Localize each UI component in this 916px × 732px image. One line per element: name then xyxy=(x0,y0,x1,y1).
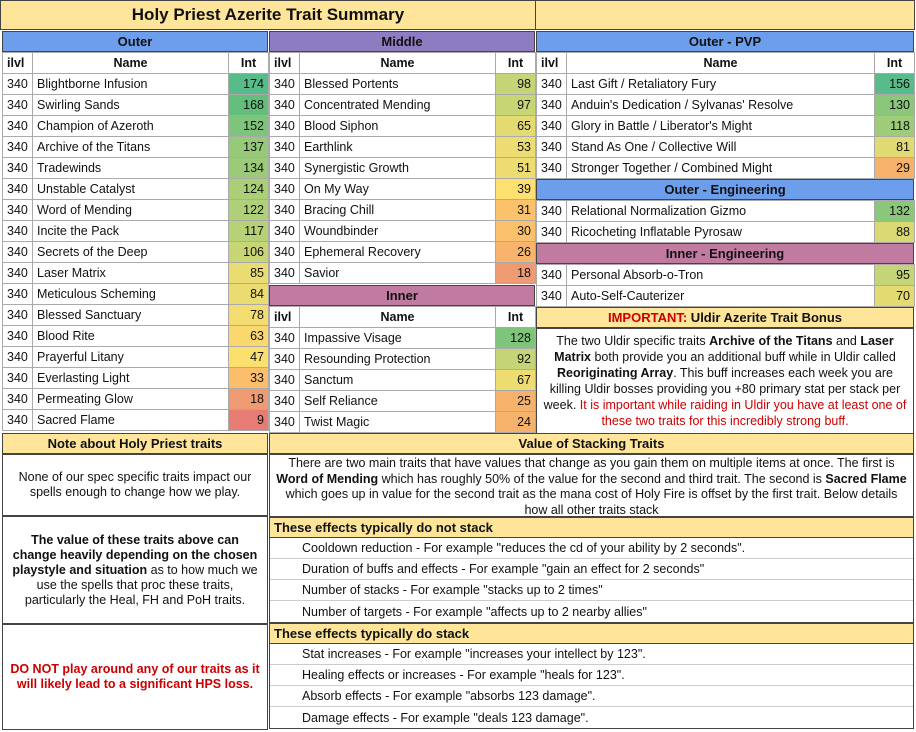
ilvl-cell: 340 xyxy=(3,284,33,305)
ilvl-cell: 340 xyxy=(3,389,33,410)
ilvl-cell: 340 xyxy=(270,242,300,263)
int-value-cell: 118 xyxy=(875,116,915,137)
stacking-sacred-flame: Sacred Flame xyxy=(825,471,907,486)
int-value-cell: 128 xyxy=(496,328,536,349)
int-value-cell: 81 xyxy=(875,137,915,158)
int-value-cell: 95 xyxy=(875,265,915,286)
ilvl-cell: 340 xyxy=(537,201,567,222)
trait-name-cell: Sanctum xyxy=(300,370,496,391)
stacking-intro xyxy=(269,454,914,517)
table-row xyxy=(270,412,536,433)
trait-name-cell: Sacred Flame xyxy=(33,410,229,431)
trait-name-cell: Blessed Portents xyxy=(300,74,496,95)
table-row xyxy=(3,200,269,221)
inner-table xyxy=(269,306,536,433)
table-row xyxy=(270,158,536,179)
list-item: Number of stacks - For example "stacks up to 2 times" xyxy=(270,580,913,601)
ilvl-cell: 340 xyxy=(270,263,300,284)
uldir-warning: It is important while raiding in Uldir you have at least one of these two traits for this incredibly strong buff. xyxy=(579,398,907,428)
int-value-cell: 33 xyxy=(229,368,269,389)
int-value-cell: 67 xyxy=(496,370,536,391)
ilvl-cell: 340 xyxy=(3,200,33,221)
int-value-cell: 30 xyxy=(496,221,536,242)
table-row xyxy=(270,349,536,370)
no-stack-header xyxy=(269,517,914,538)
ilvl-cell: 340 xyxy=(3,326,33,347)
trait-name-cell: Meticulous Scheming xyxy=(33,284,229,305)
inner-eng-header xyxy=(536,243,914,264)
trait-name-cell: Champion of Azeroth xyxy=(33,116,229,137)
list-item: Duration of buffs and effects - For example "gain an effect for 2 seconds" xyxy=(270,559,913,580)
trait-name-cell: Archive of the Titans xyxy=(33,137,229,158)
table-row xyxy=(270,95,536,116)
note-header xyxy=(2,433,268,454)
ilvl-cell: 340 xyxy=(3,410,33,431)
table-row xyxy=(3,179,269,200)
ilvl-cell: 340 xyxy=(3,137,33,158)
uldir-header xyxy=(536,307,914,328)
table-row xyxy=(3,410,269,431)
stacking-header xyxy=(269,433,914,454)
ilvl-cell: 340 xyxy=(537,74,567,95)
table-header-row xyxy=(270,307,536,328)
ilvl-cell: 340 xyxy=(537,158,567,179)
note-section xyxy=(2,433,268,730)
outer-table xyxy=(2,52,269,431)
table-row xyxy=(270,391,536,412)
trait-name-cell: Blood Rite xyxy=(33,326,229,347)
int-value-cell: 168 xyxy=(229,95,269,116)
list-item: Healing effects or increases - For example "heals for 123". xyxy=(270,665,913,686)
middle-header-text: Middle xyxy=(381,34,423,49)
trait-name-cell: Earthlink xyxy=(300,137,496,158)
table-row xyxy=(3,137,269,158)
table-header-row xyxy=(537,53,915,74)
ilvl-cell: 340 xyxy=(270,328,300,349)
int-value-cell: 174 xyxy=(229,74,269,95)
table-row xyxy=(270,370,536,391)
int-value-cell: 98 xyxy=(496,74,536,95)
note-p1-text: None of our spec specific traits impact our spells enough to change how we play. xyxy=(18,470,252,499)
stack-header xyxy=(269,623,914,644)
ilvl-cell: 340 xyxy=(537,116,567,137)
ilvl-cell: 340 xyxy=(3,95,33,116)
title-bar-filler xyxy=(535,0,915,30)
name-header: Name xyxy=(33,53,229,74)
trait-name-cell: Swirling Sands xyxy=(33,95,229,116)
table-row xyxy=(270,221,536,242)
table-row xyxy=(537,137,915,158)
int-value-cell: 18 xyxy=(229,389,269,410)
table-row xyxy=(270,242,536,263)
stacking-section xyxy=(269,433,914,729)
int-value-cell: 24 xyxy=(496,412,536,433)
table-row xyxy=(3,95,269,116)
trait-name-cell: Concentrated Mending xyxy=(300,95,496,116)
stack-header-text: These effects typically do stack xyxy=(274,626,470,641)
uldir-p1: The two Uldir specific traits xyxy=(556,334,710,348)
int-header: Int xyxy=(496,307,536,328)
trait-name-cell: Blood Siphon xyxy=(300,116,496,137)
int-value-cell: 78 xyxy=(229,305,269,326)
trait-name-cell: Word of Mending xyxy=(33,200,229,221)
trait-name-cell: Ephemeral Recovery xyxy=(300,242,496,263)
inner-eng-header-text: Inner - Engineering xyxy=(665,246,785,261)
table-row xyxy=(3,368,269,389)
trait-name-cell: Blightborne Infusion xyxy=(33,74,229,95)
trait-name-cell: Stand As One / Collective Will xyxy=(567,137,875,158)
note-p2-rest: as to how much we use the spells that proc these traits, particularly the Heal, FH and PoH traits. xyxy=(24,562,258,607)
uldir-archive: Archive of the Titans xyxy=(709,334,833,348)
int-header: Int xyxy=(229,53,269,74)
outer-pvp-header xyxy=(536,31,914,52)
ilvl-cell: 340 xyxy=(3,347,33,368)
trait-name-cell: On My Way xyxy=(300,179,496,200)
ilvl-cell: 340 xyxy=(537,137,567,158)
trait-name-cell: Last Gift / Retaliatory Fury xyxy=(567,74,875,95)
note-p2-bold: The value of these traits above can change heavily depending on the chosen playstyle and situation xyxy=(12,532,258,577)
ilvl-cell: 340 xyxy=(270,137,300,158)
stacking-i3: which goes up in value for the second trait as the mana cost of Holy Fire is offset by the first trait. Below details how all other traits stack xyxy=(285,487,898,517)
outer-pvp-header-text: Outer - PVP xyxy=(688,34,762,49)
ilvl-cell: 340 xyxy=(270,370,300,391)
note-header-text: Note about Holy Priest traits xyxy=(47,436,223,451)
outer-header-text: Outer xyxy=(117,34,153,49)
table-row xyxy=(3,263,269,284)
ilvl-cell: 340 xyxy=(270,412,300,433)
uldir-p3: both provide you an additional buff while in Uldir called xyxy=(591,350,896,364)
ilvl-cell: 340 xyxy=(270,349,300,370)
int-value-cell: 65 xyxy=(496,116,536,137)
int-value-cell: 51 xyxy=(496,158,536,179)
uldir-text xyxy=(536,328,914,434)
ilvl-cell: 340 xyxy=(3,158,33,179)
ilvl-cell: 340 xyxy=(270,95,300,116)
list-item: Cooldown reduction - For example "reduces the cd of your ability by 2 seconds". xyxy=(270,538,913,559)
ilvl-cell: 340 xyxy=(3,305,33,326)
int-value-cell: 156 xyxy=(875,74,915,95)
note-p3 xyxy=(2,624,268,730)
int-value-cell: 132 xyxy=(875,201,915,222)
ilvl-cell: 340 xyxy=(270,158,300,179)
table-row xyxy=(3,242,269,263)
int-value-cell: 9 xyxy=(229,410,269,431)
int-value-cell: 85 xyxy=(229,263,269,284)
no-stack-header-text: These effects typically do not stack xyxy=(274,520,493,535)
uldir-header-text: Uldir Azerite Trait Bonus xyxy=(687,310,843,325)
table-row xyxy=(3,74,269,95)
int-value-cell: 26 xyxy=(496,242,536,263)
name-header: Name xyxy=(567,53,875,74)
table-row xyxy=(270,116,536,137)
table-row xyxy=(3,221,269,242)
int-value-cell: 130 xyxy=(875,95,915,116)
ilvl-cell: 340 xyxy=(3,242,33,263)
int-value-cell: 70 xyxy=(875,286,915,307)
ilvl-cell: 340 xyxy=(3,221,33,242)
ilvl-header: ilvl xyxy=(3,53,33,74)
note-p3-text: DO NOT play around any of our traits as it will likely lead to a significant HPS loss. xyxy=(10,662,260,691)
uldir-laser: Laser Matrix xyxy=(554,334,894,364)
stacking-header-text: Value of Stacking Traits xyxy=(518,436,665,451)
table-row xyxy=(3,326,269,347)
ilvl-cell: 340 xyxy=(270,221,300,242)
trait-name-cell: Bracing Chill xyxy=(300,200,496,221)
int-value-cell: 63 xyxy=(229,326,269,347)
int-value-cell: 53 xyxy=(496,137,536,158)
int-value-cell: 29 xyxy=(875,158,915,179)
table-row xyxy=(3,284,269,305)
ilvl-cell: 340 xyxy=(270,391,300,412)
middle-table xyxy=(269,52,536,284)
trait-name-cell: Secrets of the Deep xyxy=(33,242,229,263)
int-value-cell: 122 xyxy=(229,200,269,221)
int-value-cell: 18 xyxy=(496,263,536,284)
trait-name-cell: Resounding Protection xyxy=(300,349,496,370)
stack-list xyxy=(269,644,914,729)
ilvl-cell: 340 xyxy=(537,286,567,307)
uldir-array: Reoriginating Array xyxy=(556,366,674,380)
table-header-row xyxy=(270,53,536,74)
table-row xyxy=(3,389,269,410)
table-header-row xyxy=(3,53,269,74)
int-value-cell: 117 xyxy=(229,221,269,242)
trait-name-cell: Permeating Glow xyxy=(33,389,229,410)
trait-name-cell: Blessed Sanctuary xyxy=(33,305,229,326)
trait-name-cell: Everlasting Light xyxy=(33,368,229,389)
list-item: Absorb effects - For example "absorbs 123 damage". xyxy=(270,686,913,707)
page-title-text: Holy Priest Azerite Trait Summary xyxy=(131,5,405,24)
table-row xyxy=(3,347,269,368)
trait-name-cell: Tradewinds xyxy=(33,158,229,179)
trait-name-cell: Savior xyxy=(300,263,496,284)
int-value-cell: 152 xyxy=(229,116,269,137)
trait-name-cell: Synergistic Growth xyxy=(300,158,496,179)
stacking-i1: There are two main traits that have values that change as you gain them on multiple items at once. The first is xyxy=(288,456,895,470)
trait-name-cell: Twist Magic xyxy=(300,412,496,433)
table-row xyxy=(270,200,536,221)
int-value-cell: 88 xyxy=(875,222,915,243)
list-item: Number of targets - For example "affects up to 2 nearby allies" xyxy=(302,604,647,619)
int-header: Int xyxy=(496,53,536,74)
ilvl-cell: 340 xyxy=(3,116,33,137)
int-value-cell: 47 xyxy=(229,347,269,368)
uldir-p2: and xyxy=(832,334,861,348)
trait-name-cell: Stronger Together / Combined Might xyxy=(567,158,875,179)
stacking-word-of-mending: Word of Mending xyxy=(276,471,379,486)
table-row xyxy=(3,116,269,137)
int-value-cell: 137 xyxy=(229,137,269,158)
ilvl-cell: 340 xyxy=(3,179,33,200)
right-section xyxy=(536,31,914,434)
inner-header-text: Inner xyxy=(386,288,418,303)
middle-section xyxy=(269,31,535,433)
ilvl-cell: 340 xyxy=(270,200,300,221)
int-value-cell: 106 xyxy=(229,242,269,263)
ilvl-cell: 340 xyxy=(537,95,567,116)
int-value-cell: 25 xyxy=(496,391,536,412)
table-row xyxy=(537,265,915,286)
outer-section xyxy=(2,31,268,431)
stacking-i2: which has roughly 50% of the value for the second and third trait. The second is xyxy=(378,471,826,486)
trait-name-cell: Glory in Battle / Liberator's Might xyxy=(567,116,875,137)
int-value-cell: 39 xyxy=(496,179,536,200)
outer-header xyxy=(2,31,268,52)
ilvl-cell: 340 xyxy=(537,265,567,286)
table-row xyxy=(537,158,915,179)
table-row xyxy=(537,95,915,116)
ilvl-cell: 340 xyxy=(3,368,33,389)
uldir-header-important: IMPORTANT: xyxy=(607,310,688,325)
trait-name-cell: Impassive Visage xyxy=(300,328,496,349)
ilvl-header: ilvl xyxy=(537,53,567,74)
ilvl-header: ilvl xyxy=(270,307,300,328)
int-value-cell: 124 xyxy=(229,179,269,200)
name-header: Name xyxy=(300,53,496,74)
outer-pvp-table xyxy=(536,52,915,179)
trait-name-cell: Unstable Catalyst xyxy=(33,179,229,200)
ilvl-header: ilvl xyxy=(270,53,300,74)
table-row xyxy=(537,286,915,307)
note-p1 xyxy=(2,454,268,516)
trait-name-cell: Incite the Pack xyxy=(33,221,229,242)
name-header: Name xyxy=(300,307,496,328)
outer-eng-header-text: Outer - Engineering xyxy=(664,182,786,197)
table-row xyxy=(537,201,915,222)
table-row xyxy=(270,328,536,349)
table-row xyxy=(537,222,915,243)
ilvl-cell: 340 xyxy=(3,263,33,284)
outer-eng-header xyxy=(536,179,914,200)
table-row xyxy=(3,158,269,179)
list-item: Stat increases - For example "increases your intellect by 123". xyxy=(270,644,913,665)
ilvl-cell: 340 xyxy=(270,116,300,137)
ilvl-cell: 340 xyxy=(270,74,300,95)
note-p2 xyxy=(2,516,268,624)
trait-name-cell: Self Reliance xyxy=(300,391,496,412)
ilvl-cell: 340 xyxy=(270,179,300,200)
int-value-cell: 31 xyxy=(496,200,536,221)
trait-name-cell: Woundbinder xyxy=(300,221,496,242)
trait-name-cell: Anduin's Dedication / Sylvanas' Resolve xyxy=(567,95,875,116)
outer-eng-table xyxy=(536,200,915,243)
int-value-cell: 134 xyxy=(229,158,269,179)
table-row xyxy=(270,263,536,284)
inner-eng-table xyxy=(536,264,915,307)
int-value-cell: 97 xyxy=(496,95,536,116)
trait-name-cell: Relational Normalization Gizmo xyxy=(567,201,875,222)
trait-name-cell: Ricocheting Inflatable Pyrosaw xyxy=(567,222,875,243)
trait-name-cell: Auto-Self-Cauterizer xyxy=(567,286,875,307)
table-row xyxy=(270,74,536,95)
page-title xyxy=(0,0,536,30)
int-value-cell: 84 xyxy=(229,284,269,305)
trait-name-cell: Prayerful Litany xyxy=(33,347,229,368)
list-item: Damage effects - For example "deals 123 damage". xyxy=(302,710,589,725)
ilvl-cell: 340 xyxy=(537,222,567,243)
table-row xyxy=(270,137,536,158)
int-header: Int xyxy=(875,53,915,74)
trait-name-cell: Laser Matrix xyxy=(33,263,229,284)
ilvl-cell: 340 xyxy=(3,74,33,95)
table-row xyxy=(537,74,915,95)
trait-name-cell: Personal Absorb-o-Tron xyxy=(567,265,875,286)
no-stack-list xyxy=(269,538,914,623)
table-row xyxy=(537,116,915,137)
table-row xyxy=(3,305,269,326)
middle-header xyxy=(269,31,535,52)
table-row xyxy=(270,179,536,200)
inner-header xyxy=(269,285,535,306)
uldir-p4: . This buff increases each week you are killing Uldir bosses providing you +80 primary stat per stack per week. xyxy=(543,366,901,412)
int-value-cell: 92 xyxy=(496,349,536,370)
